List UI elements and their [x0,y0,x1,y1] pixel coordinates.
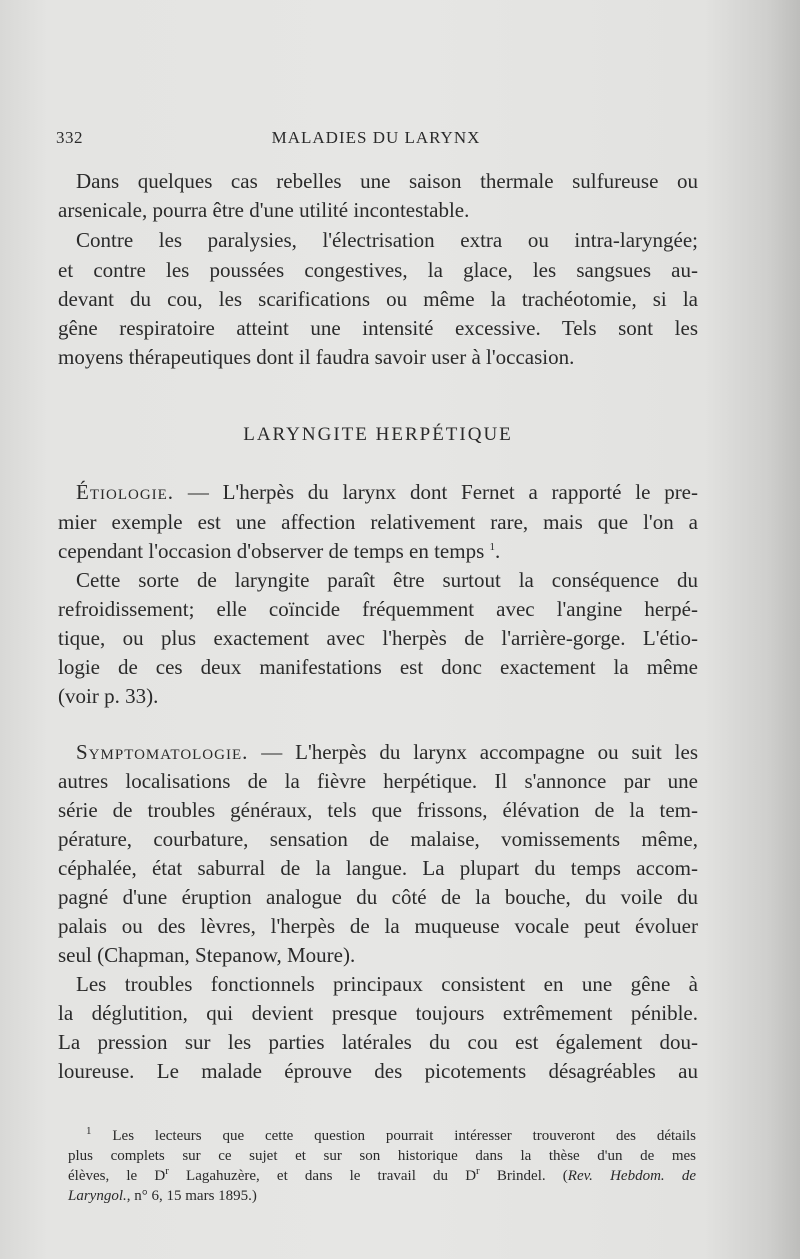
text-line: pagné d'une éruption analogue du côté de la bouche, du voile du [58,885,698,909]
text-fragment: — L'herpès du larynx accompagne ou suit les [248,740,698,764]
text-fragment: , n° 6, 15 mars 1895.) [126,1188,257,1204]
text-fragment: Les lecteurs que cette question pourrait intéresser trouveront des détails [112,1128,697,1144]
text-line: autres localisations de la fièvre herpétique. Il s'annonce par une [58,769,698,793]
text-line: Cette sorte de laryngite paraît être surtout la conséquence du [76,568,698,592]
text-line: pérature, courbature, sensation de malaise, vomissements même, [58,827,698,851]
text-line: La pression sur les parties latérales du cou est également dou- [58,1030,698,1054]
etiology-ref-line [58,536,698,566]
text-line: série de troubles généraux, tels que frissons, élévation de la tem- [58,798,698,822]
text-fragment: . [495,539,501,563]
etiology-first-line [58,477,698,507]
text-fragment: — L'herpès du larynx dont Fernet a rapporté le pre- [174,480,698,504]
text-line: Dans quelques cas rebelles une saison thermale sulfureuse ou [76,169,698,193]
text-fragment: cependant l'occasion d'observer de temps en temps [58,539,485,563]
symptomatology-first-line [58,737,698,767]
footnote-line [68,1166,696,1186]
text-line: céphalée, état saburral de la langue. La plupart du temps accom- [58,856,698,880]
text-line: moyens thérapeutiques dont il faudra savoir user à l'occasion. [58,345,575,369]
text-fragment: élèves, le D [68,1168,166,1184]
text-line: la déglutition, qui devient presque toujours extrêmement pénible. [58,1001,698,1025]
text-line: loureuse. Le malade éprouve des picotements désagréables au [58,1059,698,1083]
footnote-line [68,1186,696,1206]
abbrev-superscript: r [165,1165,169,1177]
text-line: logie de ces deux manifestations est donc exactement la même [58,655,698,679]
footnote-marker: 1 [86,1125,92,1137]
footnote-line: plus complets sur ce sujet et sur son historique dans la thèse d'un de mes [68,1148,696,1164]
text-line: Contre les paralysies, l'électrisation extra ou intra-laryngée; [76,228,698,252]
text-fragment: Brindel. ( [479,1168,568,1184]
abbrev-superscript: r [476,1165,480,1177]
page-header [56,128,696,154]
journal-title: Laryngol. [68,1188,127,1204]
text-line: mier exemple est une affection relativement rare, mais que l'on a [58,510,698,534]
running-head: MALADIES DU LARYNX [271,128,481,147]
page-number: 332 [56,128,83,147]
text-line: seul (Chapman, Stepanow, Moure). [58,943,356,967]
section-title: LARYNGITE HERPÉTIQUE [243,424,513,445]
text-line: (voir p. 33). [58,684,159,708]
text-line: et contre les poussées congestives, la glace, les sangsues au- [58,258,698,282]
text-line: devant du cou, les scarifications ou même la trachéotomie, si la [58,287,698,311]
footnote-line [68,1126,696,1146]
text-line: Les troubles fonctionnels principaux consistent en une gêne à [76,972,698,996]
text-line: refroidissement; elle coïncide fréquemment avec l'angine herpé- [58,597,698,621]
text-line: palais ou des lèvres, l'herpès de la muqueuse vocale peut évoluer [58,914,698,938]
text-line: tique, ou plus exactement avec l'herpès de l'arrière-gorge. L'étio- [58,626,698,650]
symptomatology-heading: Symptomatologie. [76,740,249,764]
etiology-heading: Étiologie. [76,480,175,504]
text-line: arsenicale, pourra être d'une utilité incontestable. [58,198,470,222]
text-fragment: Lagahuzère, et dans le travail du D [168,1168,477,1184]
journal-title: Rev. Hebdom. de [567,1168,696,1184]
text-line: gêne respiratoire atteint une intensité excessive. Tels sont les [58,316,698,340]
footnote-reference[interactable]: 1 [489,541,496,553]
